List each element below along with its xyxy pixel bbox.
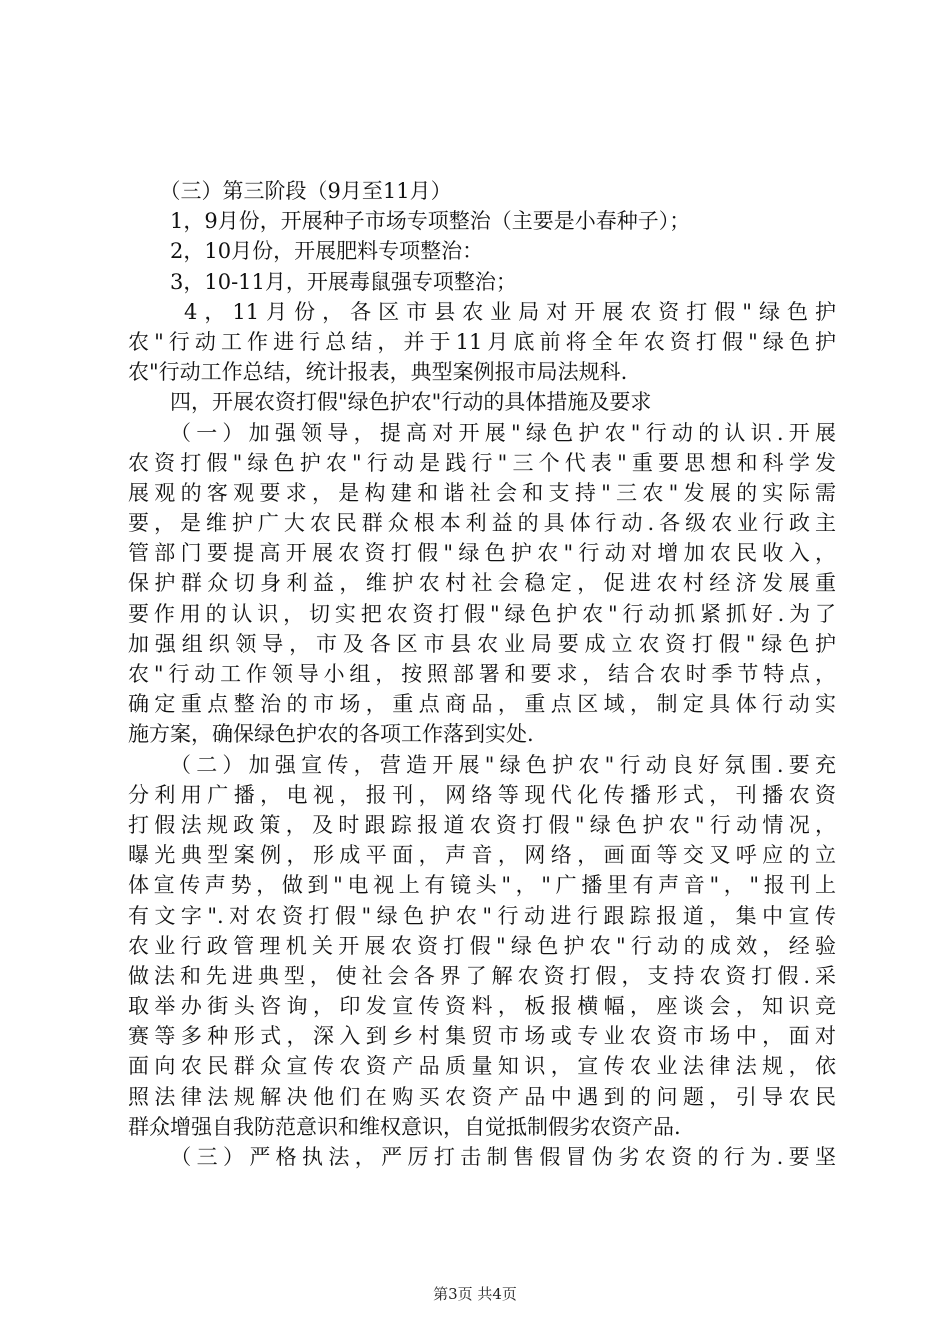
text-line: （三）严格执法，严厉打击制售假冒伪劣农资的行为.要坚 — [128, 1145, 836, 1169]
text-line: 取举办街头咨询，印发宣传资料，板报横幅，座谈会，知识竞 — [128, 994, 836, 1019]
text-line: 农资打假"绿色护农"行动是践行"三个代表"重要思想和科学发 — [128, 450, 836, 475]
text-line: 曝光典型案例，形成平面，声音，网络，画面等交叉呼应的立 — [128, 843, 836, 868]
text-line: 打假法规政策，及时跟踪报道农资打假"绿色护农"行动情况， — [128, 812, 836, 837]
text-line: 要作用的认识，切实把农资打假"绿色护农"行动抓紧抓好.为了 — [128, 601, 836, 626]
text-line: 照法律法规解决他们在购买农资产品中遇到的问题，引导农民 — [128, 1084, 836, 1109]
text-line: （三）第三阶段（9月至11月） — [128, 179, 452, 203]
text-line: （二）加强宣传，营造开展"绿色护农"行动良好氛围.要充 — [128, 752, 836, 777]
text-line: 赛等多种形式，深入到乡村集贸市场或专业农资市场中，面对 — [128, 1024, 836, 1049]
text-line: 要，是维护广大农民群众根本利益的具体行动.各级农业行政主 — [128, 511, 836, 536]
text-line: 分利用广播，电视，报刊，网络等现代化传播形式，刊播农资 — [128, 782, 836, 807]
text-line: 保护群众切身利益，维护农村社会稳定，促进农村经济发展重 — [128, 571, 836, 596]
text-line: 3，10-11月，开展毒鼠强专项整治； — [128, 269, 517, 294]
text-line: 施方案，确保绿色护农的各项工作落到实处. — [128, 722, 534, 747]
text-line: 有文字".对农资打假"绿色护农"行动进行跟踪报道，集中宣传 — [128, 903, 836, 928]
page-footer: 第3页 共4页 — [433, 1285, 517, 1303]
text-line: 加强组织领导，市及各区市县农业局要成立农资打假"绿色护 — [128, 631, 836, 656]
text-line: 2，10月份，开展肥料专项整治： — [128, 239, 484, 264]
text-line: 农"行动工作进行总结，并于11月底前将全年农资打假"绿色护 — [128, 329, 836, 354]
text-line: 4，11月份，各区市县农业局对开展农资打假"绿色护 — [128, 299, 836, 324]
document-body — [128, 176, 836, 1172]
text-line: 群众增强自我防范意识和维权意识，自觉抵制假劣农资产品. — [128, 1114, 681, 1139]
text-line: 1，9月份，开展种子市场专项整治（主要是小春种子）； — [128, 209, 691, 234]
text-line: 做法和先进典型，使社会各界了解农资打假，支持农资打假.采 — [128, 963, 836, 988]
text-line: 体宣传声势，做到"电视上有镜头"，"广播里有声音"，"报刊上 — [128, 873, 836, 898]
text-line: 展观的客观要求，是构建和谐社会和支持"三农"发展的实际需 — [128, 480, 836, 505]
text-line: 确定重点整治的市场，重点商品，重点区域，制定具体行动实 — [128, 692, 836, 717]
text-line: 管部门要提高开展农资打假"绿色护农"行动对增加农民收入， — [128, 541, 836, 566]
section-heading: 四，开展农资打假"绿色护农"行动的具体措施及要求 — [128, 390, 652, 415]
text-line: 农"行动工作总结，统计报表，典型案例报市局法规科. — [128, 360, 628, 385]
text-line: （一）加强领导，提高对开展"绿色护农"行动的认识.开展 — [128, 420, 836, 445]
text-line: 面向农民群众宣传农资产品质量知识，宣传农业法律法规，依 — [128, 1054, 836, 1079]
text-line: 农业行政管理机关开展农资打假"绿色护农"行动的成效，经验 — [128, 933, 836, 958]
text-line: 农"行动工作领导小组，按照部署和要求，结合农时季节特点， — [128, 662, 836, 686]
